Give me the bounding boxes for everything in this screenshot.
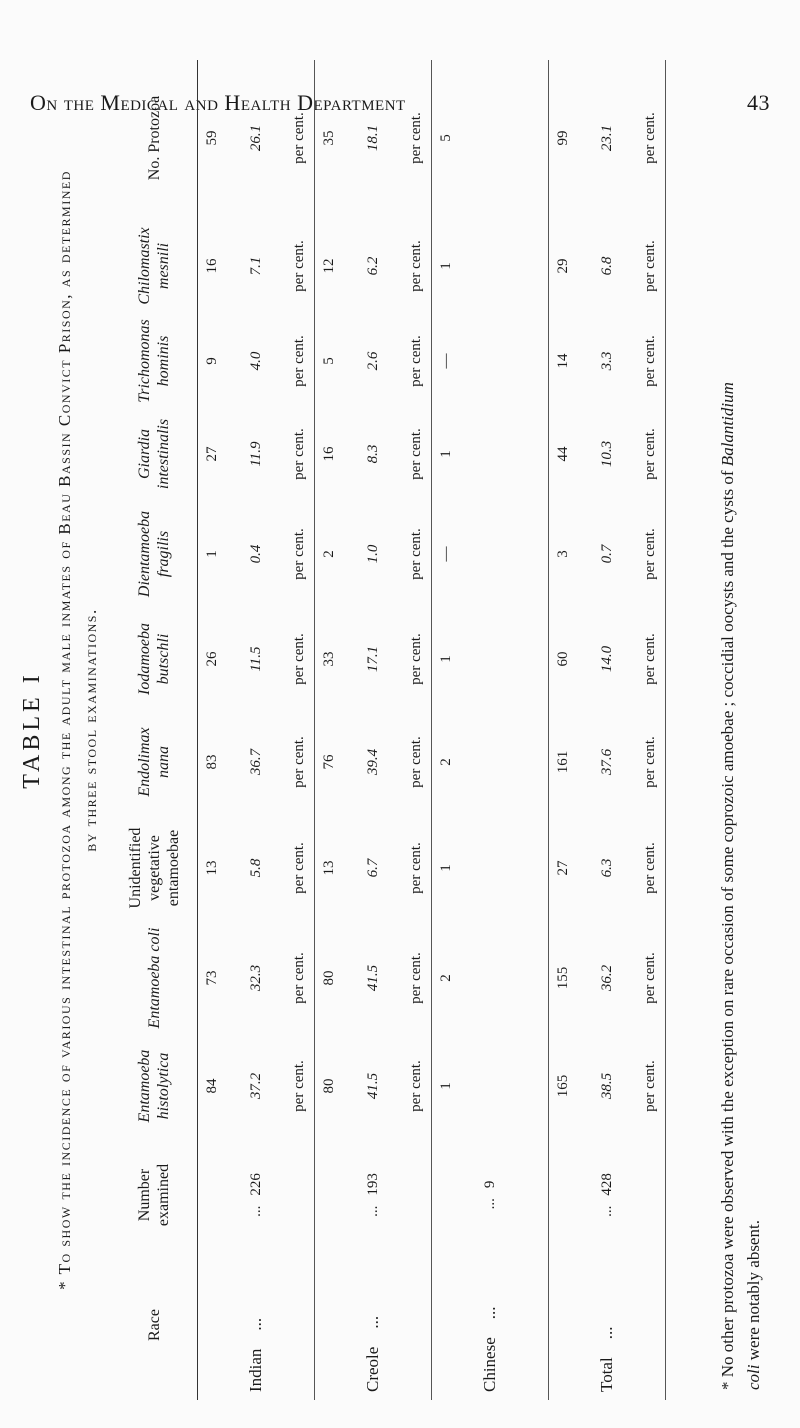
data-cell: [315, 502, 432, 606]
table-caption-line1: * To show the incidence of various intestinal protozoa among the adult male inmates of Beau Bassin Convict Prison, as determined: [55, 170, 74, 1290]
cell-stack: [198, 812, 314, 924]
cell-stack: [315, 406, 431, 502]
table-row: [198, 60, 315, 1400]
percent-value: 3.3: [598, 351, 615, 371]
count-value: 80: [321, 1078, 337, 1094]
table-caption-line2: by three stool examinations.: [81, 608, 100, 852]
header-row: [111, 60, 198, 1400]
count-value: 1: [438, 450, 454, 458]
percent-unit: per cent.: [642, 952, 658, 1004]
data-cell: [315, 316, 432, 406]
percent-value: 6.7: [364, 858, 381, 878]
percent-unit: per cent.: [642, 842, 658, 894]
cell-stack: [198, 502, 314, 606]
data-cell: [432, 712, 549, 812]
cell-stack: [315, 1032, 431, 1140]
count-value: 1: [204, 550, 220, 558]
percent-unit: per cent.: [642, 528, 658, 580]
percent-unit: per cent.: [291, 335, 307, 387]
percent-value: 37.6: [598, 748, 615, 776]
percent-value: 41.5: [364, 1072, 381, 1100]
percent-value: 11.5: [247, 646, 264, 672]
cell-stack: [432, 406, 548, 502]
leader-dots: ...: [247, 1205, 264, 1217]
count-value: 5: [438, 134, 454, 142]
column-header: Giardia intestinalis: [111, 406, 198, 502]
count-value: 16: [204, 258, 220, 274]
cell-stack: [549, 712, 665, 812]
count-value: 59: [204, 130, 220, 146]
percent-unit: per cent.: [291, 240, 307, 292]
count-value: 29: [555, 258, 571, 274]
cell-stack: [432, 316, 548, 406]
cell-stack: [198, 406, 314, 502]
cell-stack: [198, 60, 314, 216]
data-cell: [549, 712, 666, 812]
examined-value: 226: [247, 1173, 264, 1196]
footnote-italic: Balantidium: [718, 382, 737, 467]
percent-unit: per cent.: [291, 1060, 307, 1112]
count-value: 9: [204, 357, 220, 365]
cell-stack: [432, 1032, 548, 1140]
cell-stack: [432, 712, 548, 812]
percent-unit: per cent.: [408, 112, 424, 164]
count-value: 26: [204, 651, 220, 667]
data-cell: [549, 502, 666, 606]
percent-value: 0.4: [247, 544, 264, 564]
data-cell: [432, 60, 549, 216]
percent-value: 5.8: [247, 858, 264, 878]
percent-value: 1.0: [364, 544, 381, 564]
percent-value: 14.0: [598, 645, 615, 673]
count-value: 80: [321, 970, 337, 986]
percent-unit: per cent.: [408, 528, 424, 580]
data-cell: [198, 924, 315, 1032]
cell-stack: [315, 606, 431, 712]
percent-value: 37.2: [247, 1072, 264, 1100]
percent-unit: per cent.: [408, 428, 424, 480]
percent-value: 32.3: [247, 964, 264, 992]
percent-unit: per cent.: [642, 736, 658, 788]
column-header: Chilomastix mesnili: [111, 216, 198, 316]
percent-unit: per cent.: [408, 1060, 424, 1112]
leader-dots: ...: [480, 1306, 499, 1320]
count-value: 161: [555, 750, 571, 774]
cell-stack: [198, 606, 314, 712]
percent-unit: per cent.: [408, 240, 424, 292]
data-cell: [198, 502, 315, 606]
percent-unit: per cent.: [408, 335, 424, 387]
data-cell: [315, 406, 432, 502]
data-cell: [315, 1032, 432, 1140]
data-cell: [549, 606, 666, 712]
cell-stack: [549, 1032, 665, 1140]
data-cell: [198, 60, 315, 216]
count-value: 3: [555, 550, 571, 558]
count-value: 13: [321, 860, 337, 876]
percent-value: 4.0: [247, 351, 264, 371]
count-value: 27: [204, 446, 220, 462]
count-value: 73: [204, 970, 220, 986]
table-body: [198, 60, 666, 1400]
race-cell: [315, 1250, 432, 1400]
percent-value: 41.5: [364, 964, 381, 992]
column-header: Dientamoeba fragilis: [111, 502, 198, 606]
count-value: 60: [555, 651, 571, 667]
cell-stack: [198, 1032, 314, 1140]
percent-value: 7.1: [247, 256, 264, 276]
race-label: Chinese: [480, 1337, 499, 1392]
leader-dots: ...: [481, 1198, 498, 1210]
race-label: Creole: [363, 1346, 382, 1392]
count-value: 99: [555, 130, 571, 146]
percent-unit: per cent.: [642, 1060, 658, 1112]
count-value: 2: [321, 550, 337, 558]
count-value: 14: [555, 353, 571, 369]
footnote-line2-italic: coli: [744, 1364, 763, 1390]
count-value: 2: [438, 974, 454, 982]
data-cell: [315, 60, 432, 216]
data-cell: [432, 924, 549, 1032]
cell-stack: [549, 316, 665, 406]
percent-unit: per cent.: [291, 428, 307, 480]
percent-value: 38.5: [598, 1072, 615, 1100]
percent-unit: per cent.: [291, 842, 307, 894]
cell-stack: [432, 606, 548, 712]
percent-value: 8.3: [364, 444, 381, 464]
column-header: Number examined: [111, 1140, 198, 1250]
cell-stack: [315, 712, 431, 812]
count-value: —: [438, 546, 454, 562]
race-cell: [198, 1250, 315, 1400]
count-value: 44: [555, 446, 571, 462]
percent-unit: per cent.: [291, 112, 307, 164]
percent-unit: per cent.: [408, 633, 424, 685]
cell-stack: [549, 502, 665, 606]
cell-stack: [432, 924, 548, 1032]
count-value: 1: [438, 864, 454, 872]
cell-stack: [432, 216, 548, 316]
cell-stack: [315, 316, 431, 406]
cell-stack: [315, 812, 431, 924]
count-value: 84: [204, 1078, 220, 1094]
cell-stack: [315, 216, 431, 316]
percent-unit: per cent.: [408, 842, 424, 894]
leader-dots: ...: [598, 1205, 615, 1217]
percent-unit: per cent.: [642, 240, 658, 292]
cell-stack: [315, 924, 431, 1032]
cell-stack: [315, 60, 431, 216]
percent-unit: per cent.: [642, 112, 658, 164]
count-value: —: [438, 353, 454, 369]
count-value: 1: [438, 655, 454, 663]
percent-value: 6.2: [364, 256, 381, 276]
cell-stack: [198, 216, 314, 316]
running-title: On the Medical and Health Department: [30, 90, 406, 115]
cell-stack: [198, 316, 314, 406]
count-value: 165: [555, 1074, 571, 1098]
data-cell: [198, 406, 315, 502]
data-cell: [198, 1032, 315, 1140]
percent-unit: per cent.: [642, 335, 658, 387]
footnote-line2: were notably absent.: [744, 1220, 763, 1365]
data-cell: [198, 712, 315, 812]
examined-cell: [198, 1140, 315, 1250]
table-row: [549, 60, 666, 1400]
cell-stack: [198, 712, 314, 812]
count-value: 16: [321, 446, 337, 462]
percent-value: 6.3: [598, 858, 615, 878]
data-cell: [432, 502, 549, 606]
cell-stack: [549, 216, 665, 316]
footnote-text: * No other protozoa were observed with the exception on rare occasion of some coprozoic amoebae ; coccidial oocysts and the cysts of: [718, 466, 737, 1390]
count-value: 5: [321, 357, 337, 365]
percent-value: 39.4: [364, 748, 381, 776]
examined-value: 428: [598, 1173, 615, 1196]
race-cell: [549, 1250, 666, 1400]
count-value: 33: [321, 651, 337, 667]
cell-stack: [432, 812, 548, 924]
count-value: 1: [438, 1082, 454, 1090]
examined-cell: [549, 1140, 666, 1250]
protozoa-table: [111, 60, 666, 1400]
leader-dots: ...: [246, 1317, 265, 1331]
percent-value: 6.8: [598, 256, 615, 276]
percent-unit: per cent.: [291, 633, 307, 685]
column-header: Entamoeba histolytica: [111, 1032, 198, 1140]
leader-dots: ...: [363, 1315, 382, 1329]
column-header: No. Protozoa: [111, 60, 198, 216]
race-label: Total: [597, 1357, 616, 1392]
data-cell: [198, 606, 315, 712]
data-cell: [549, 406, 666, 502]
count-value: 83: [204, 754, 220, 770]
percent-value: 18.1: [364, 124, 381, 152]
count-value: 1: [438, 262, 454, 270]
data-cell: [198, 316, 315, 406]
percent-value: 17.1: [364, 645, 381, 673]
cell-stack: [432, 60, 548, 216]
data-cell: [198, 216, 315, 316]
data-cell: [315, 924, 432, 1032]
data-cell: [432, 606, 549, 712]
examined-cell: [432, 1140, 549, 1250]
leader-dots: ...: [364, 1205, 381, 1217]
percent-value: 36.2: [598, 964, 615, 992]
column-header: Entamoeba coli: [111, 924, 198, 1032]
percent-unit: per cent.: [291, 528, 307, 580]
column-header: Trichomonas hominis: [111, 316, 198, 406]
percent-value: 11.9: [247, 441, 264, 467]
cell-stack: [549, 406, 665, 502]
cell-stack: [432, 502, 548, 606]
data-cell: [549, 924, 666, 1032]
percent-unit: per cent.: [408, 736, 424, 788]
count-value: 155: [555, 966, 571, 990]
race-cell: [432, 1250, 549, 1400]
data-cell: [315, 216, 432, 316]
data-cell: [549, 60, 666, 216]
leader-dots: ...: [597, 1326, 616, 1340]
cell-stack: [549, 606, 665, 712]
data-cell: [549, 1032, 666, 1140]
data-cell: [549, 316, 666, 406]
data-cell: [432, 812, 549, 924]
percent-unit: per cent.: [642, 428, 658, 480]
percent-value: 2.6: [364, 351, 381, 371]
count-value: 13: [204, 860, 220, 876]
column-header: Iodamoeba butschli: [111, 606, 198, 712]
data-cell: [432, 216, 549, 316]
cell-stack: [549, 924, 665, 1032]
count-value: 2: [438, 758, 454, 766]
column-header: Endolimax nana: [111, 712, 198, 812]
table-label: TABLE I: [19, 671, 45, 789]
table-row: [315, 60, 432, 1400]
cell-stack: [315, 502, 431, 606]
data-cell: [315, 712, 432, 812]
percent-unit: per cent.: [642, 633, 658, 685]
examined-value: 193: [364, 1173, 381, 1196]
count-value: 35: [321, 130, 337, 146]
footnote: [715, 70, 767, 1390]
examined-cell: [315, 1140, 432, 1250]
percent-value: 23.1: [598, 124, 615, 152]
cell-stack: [198, 924, 314, 1032]
cell-stack: [549, 60, 665, 216]
data-cell: [198, 812, 315, 924]
percent-value: 36.7: [247, 748, 264, 776]
count-value: 76: [321, 754, 337, 770]
table-row: [432, 60, 549, 1400]
percent-value: 26.1: [247, 124, 264, 152]
page-number: 43: [747, 90, 770, 115]
count-value: 27: [555, 860, 571, 876]
data-cell: [432, 406, 549, 502]
data-cell: [315, 606, 432, 712]
column-header: Unidentified vegetative entamoebae: [111, 812, 198, 924]
percent-unit: per cent.: [291, 952, 307, 1004]
percent-value: 0.7: [598, 544, 615, 564]
cell-stack: [549, 812, 665, 924]
percent-value: 10.3: [598, 440, 615, 468]
data-cell: [549, 216, 666, 316]
column-header: Race: [111, 1250, 198, 1400]
examined-value: 9: [481, 1180, 498, 1189]
race-label: Indian: [246, 1348, 265, 1392]
count-value: 12: [321, 258, 337, 274]
rotated-table-region: [15, 60, 775, 1400]
data-cell: [432, 1032, 549, 1140]
percent-unit: per cent.: [408, 952, 424, 1004]
data-cell: [432, 316, 549, 406]
data-cell: [549, 812, 666, 924]
percent-unit: per cent.: [291, 736, 307, 788]
data-cell: [315, 812, 432, 924]
